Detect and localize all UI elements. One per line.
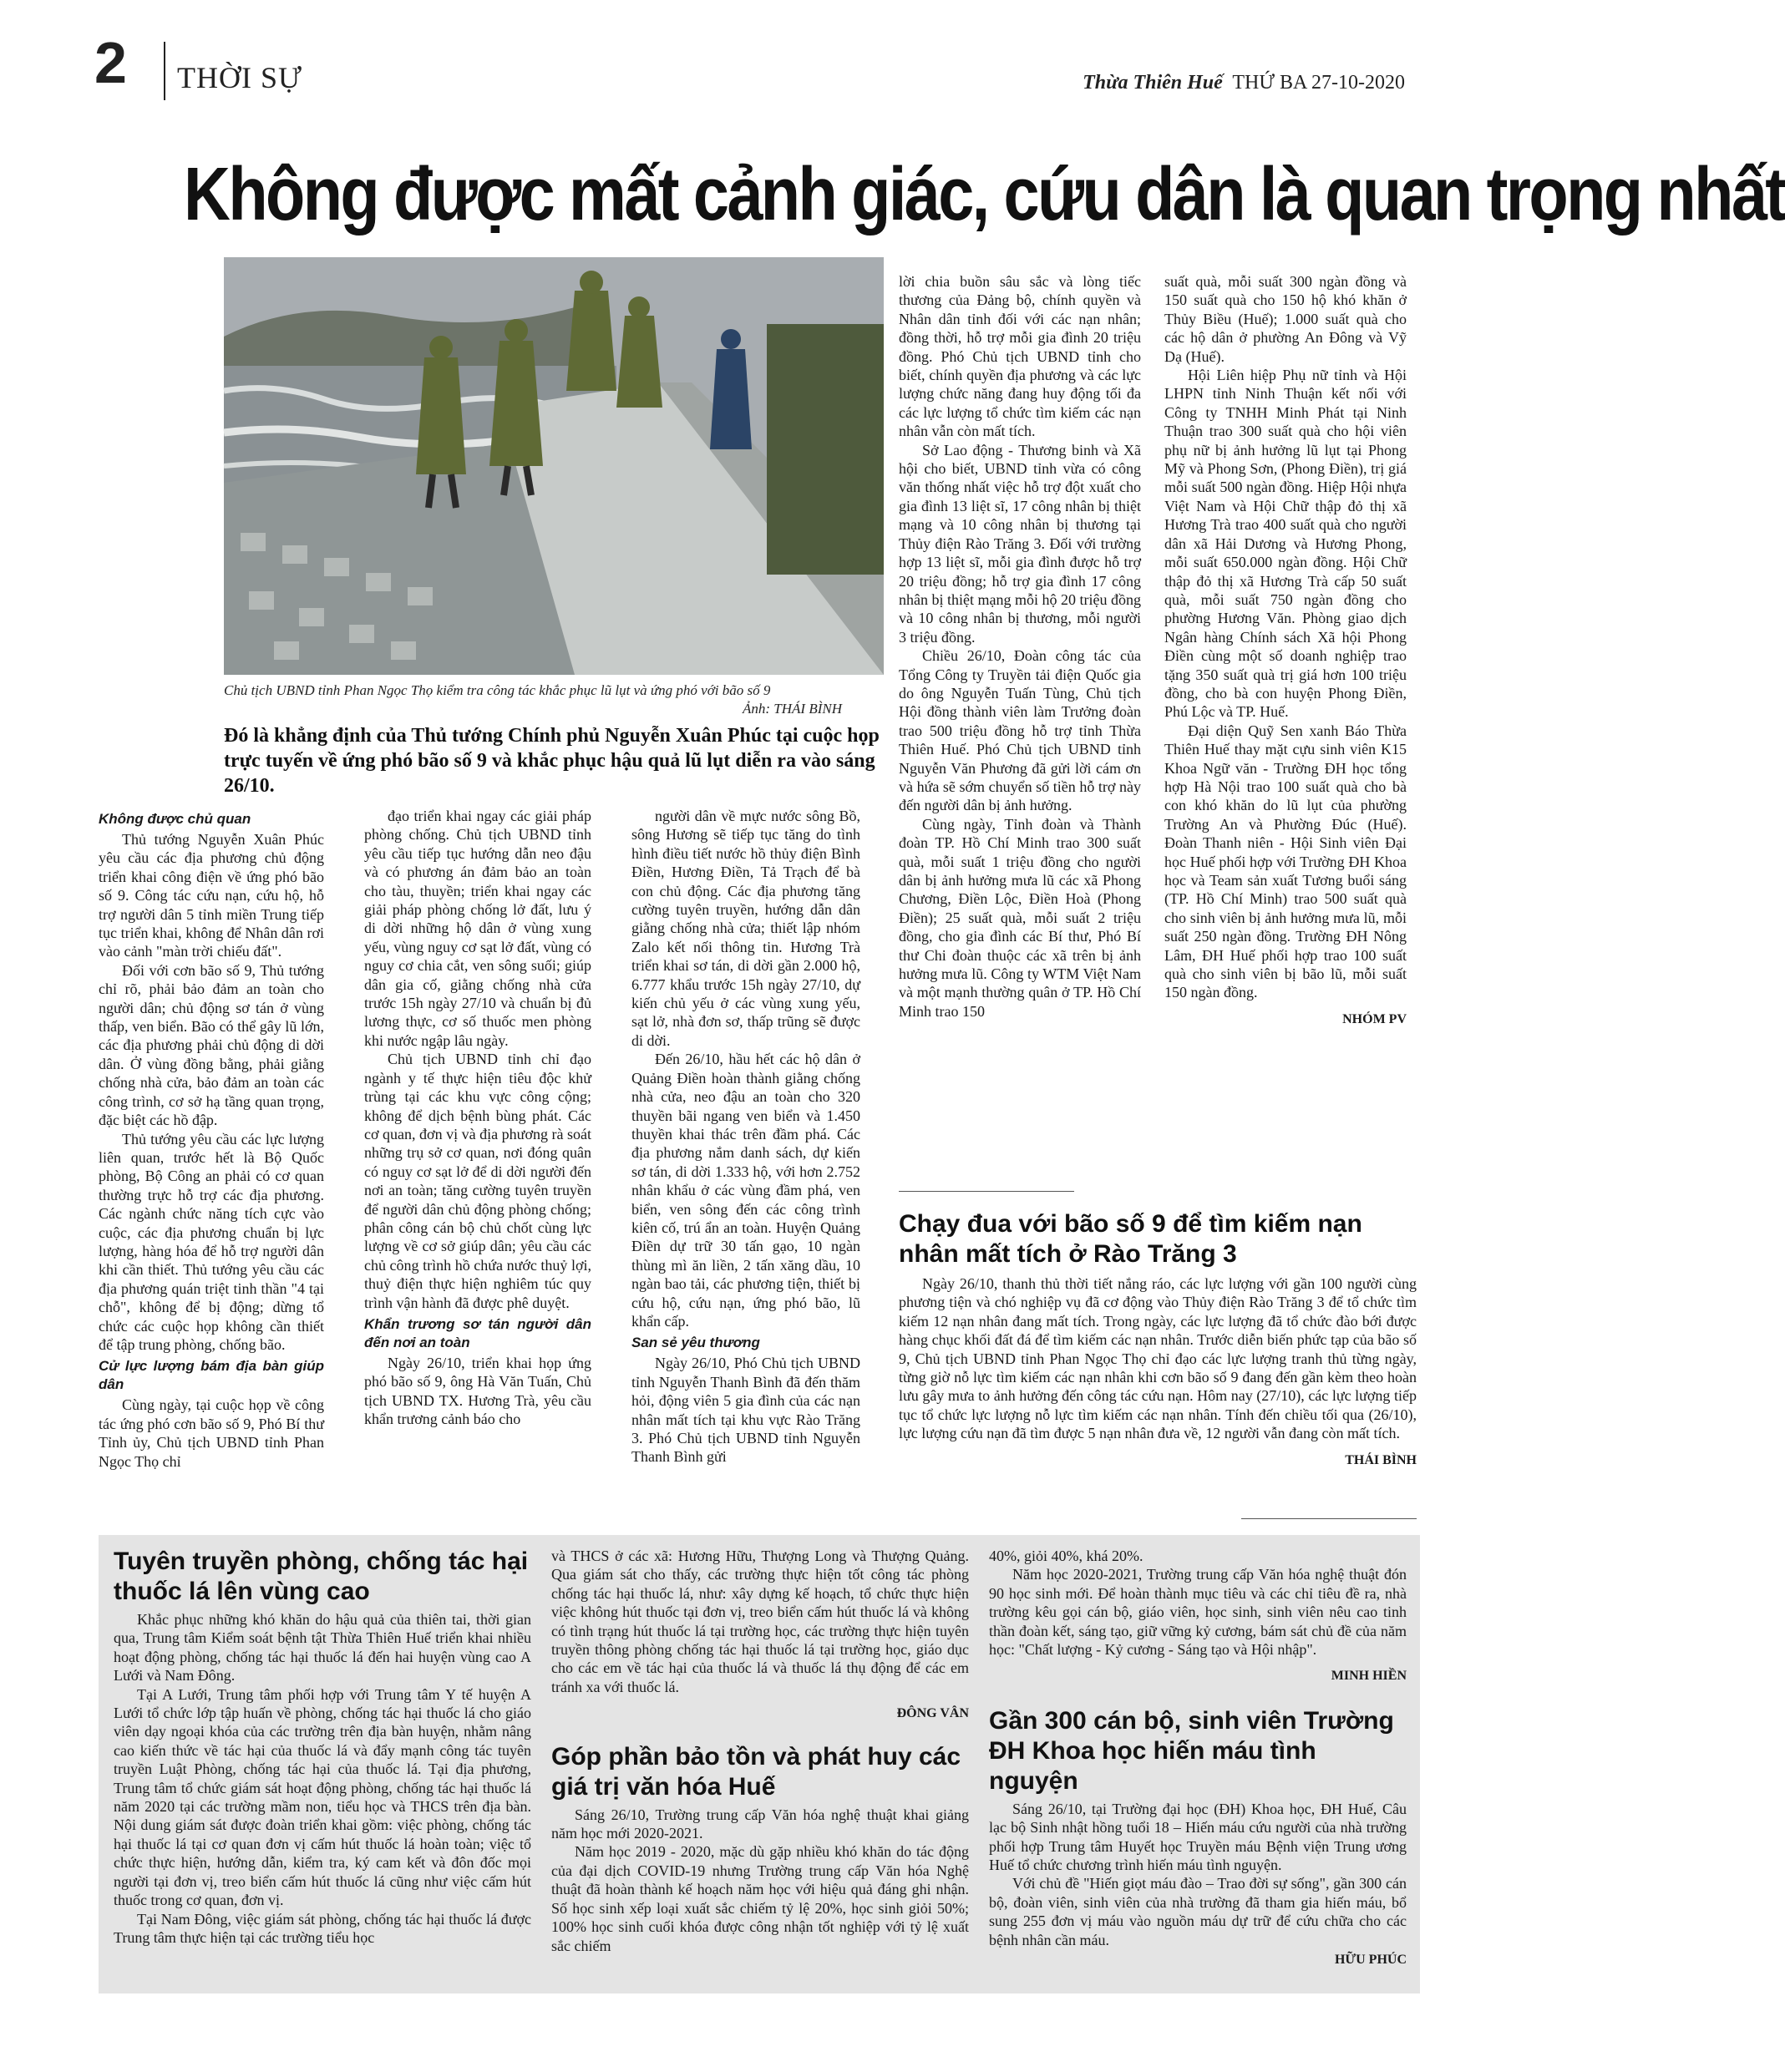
byline: MINH HIỀN [1331, 1669, 1407, 1684]
paragraph: Sở Lao động - Thương binh và Xã hội cho biết, UBND tỉnh vừa có công văn thống nhất việc hỗ trợ đột xuất cho gia đình 13 liệt sĩ, 17 công nhân bị thiệt mạng và 10 công nhân bị thương tại Thủy điện Rào Trăng 3. Đối với trường hợp 13 liệt sĩ, mỗi gia đình được hỗ trợ 20 triệu đồng; hỗ trợ gia đình 17 công nhân bị thiệt mạng mỗi hộ 20 triệu đồng và 10 công nhân bị thương, mỗi người 3 triệu đồng. [899, 441, 1141, 646]
article-column-4 [899, 272, 1141, 1021]
article-headline: Tuyên truyền phòng, chống tác hại thuốc lá lên vùng cao [114, 1548, 529, 1605]
paragraph: Tại Nam Đông, việc giám sát phòng, chống tác hại thuốc lá được Trung tâm thực hiện tại các trường tiểu học [114, 1910, 531, 1946]
issue-date: THỨ BA 27-10-2020 [1232, 72, 1405, 94]
paragraph: Năm học 2020-2021, Trường trung cấp Văn hóa nghệ thuật đón 90 học sinh mới. Để hoàn thành mục tiêu và các chỉ tiêu đề ra, nhà trường kêu gọi cán bộ, giáo viên, học sinh, sinh viên nêu cao tinh thần đoàn kết, sáng tạo, giữ vững kỷ cương, bám sát chủ đề của năm học: "Chất lượng - Kỷ cương - Sáng tạo và Hội nhập". [989, 1566, 1407, 1659]
subheading: Cử lực lượng bám địa bàn giúp dân [99, 1358, 324, 1393]
sidebar-divider [899, 1191, 1074, 1192]
paragraph: Cùng ngày, tại cuộc họp về công tác ứng phó cơn bão số 9, Phó Bí thư Tỉnh ủy, Chủ tịch UBND tỉnh Phan Ngọc Thọ chỉ [99, 1396, 324, 1470]
newspaper-name: Thừa Thiên Huế [1083, 72, 1223, 94]
paragraph: Đến 26/10, hầu hết các hộ dân ở Quảng Điền hoàn thành giằng chống nhà cửa, neo đậu an toàn cho 320 thuyền bãi ngang ven biển và 1.450 thuyền khai thác trên đầm phá. Các địa phương nắm danh sách, dự kiến sơ tán, di dời 1.333 hộ, với hơn 2.752 nhân khẩu ở các vùng đầm phá, ven biển, ven sông đến các công trình kiên cố, trú ẩn an toàn. Huyện Quảng Điền dự trữ 30 tấn gạo, 10 ngàn thùng mì ăn liền, 2 tấn xăng dầu, 10 ngàn bao tải, các phương tiện, thiết bị cứu hộ, cứu nạn, ứng phó bão, lũ khẩn cấp. [631, 1051, 860, 1330]
article-headline: Góp phần bảo tồn và phát huy các giá trị văn hóa Huế [551, 1742, 961, 1801]
paragraph: Sáng 26/10, tại Trường đại học (ĐH) Khoa học, ĐH Huế, Câu lạc bộ Sinh nhật hồng tuổi 18 – Hiến máu cứu người của nhà trường phối hợp Trung tâm Huyết học Truyền máu Bệnh viện Trung ương Huế tổ chức chương trình hiến máu tình nguyện. [989, 1800, 1407, 1874]
paragraph: Tại A Lưới, Trung tâm phối hợp với Trung tâm Y tế huyện A Lưới tổ chức lớp tập huấn về phòng, chống tác hại thuốc lá cho giáo viên dạy ngoại khóa của các trường trên địa bàn huyện, nhằm nâng cao kiến thức về tác hại của thuốc lá và đẩy mạnh công tác tuyên truyền Luật Phòng, chống tác hại của thuốc lá. Tại địa phương, Trung tâm tổ chức giám sát hoạt động phòng, chống tác hại thuốc lá năm 2020 tại các trường mầm non, tiểu học và THCS trên địa bàn. Nội dung giám sát được đoàn triển khai gồm: việc phòng, chống tác hại thuốc lá tại cơ quan đơn vị cấm hút thuốc lá hoàn toàn; việc tổ chức thực hiện, hướng dẫn, kiểm tra, ký cam kết và đôn đốc mọi người tại đơn vị, treo biển cấm hút thuốc lá cũng như việc cấm hút thuốc trong cơ quan, đơn vị. [114, 1685, 531, 1909]
paragraph: Sáng 26/10, Trường trung cấp Văn hóa nghệ thuật khai giảng năm học mới 2020-2021. [551, 1806, 969, 1842]
article-column-2 [364, 807, 591, 1429]
paragraph: Chiều 26/10, Đoàn công tác của Tổng Công ty Truyền tải điện Quốc gia do ông Nguyễn Tuấn Tùng, Chủ tịch Hội đồng thành viên làm Trưởng đoàn trao 500 triệu đồng hỗ trợ tỉnh Thừa Thiên Huế. Phó Chủ tịch UBND tỉnh Nguyễn Văn Phương đã gửi lời cám ơn và hứa sẽ sớm chuyển số tiền hỗ trợ này đến người dân bị ảnh hưởng. [899, 647, 1141, 814]
paragraph: 40%, giỏi 40%, khá 20%. [989, 1548, 1144, 1564]
bottom-column-3 [989, 1547, 1407, 1970]
article-body [989, 1800, 1407, 1970]
paragraph: Với chủ đề "Hiến giọt máu đào – Trao đời sự sống", gần 300 cán bộ, đoàn viên, sinh viên của nhà trường đã tham gia hiến máu, bổ sung 255 đơn vị máu vào nguồn máu dự trữ để cứu chữa cho các bệnh nhân cần máu. [989, 1875, 1407, 1948]
paragraph: Đối với cơn bão số 9, Thủ tướng chỉ rõ, phải bảo đảm an toàn cho người dân; chủ động sơ tán ở vùng thấp, ven biển. Bão có thể gây lũ lớn, các địa phương phải chủ động di dời dân. Ở vùng đồng bằng, phải giằng chống nhà cửa, bảo đảm an toàn các công trình, cơ sở hạ tầng quan trọng, đặc biệt các hồ đập. [99, 961, 324, 1129]
article-column-1 [99, 807, 324, 1471]
bottom-article-tobacco [114, 1547, 531, 1947]
article-body [114, 1610, 531, 1947]
photo-credit: Ảnh: THÁI BÌNH [743, 701, 842, 717]
article-column-5 [1164, 272, 1407, 1029]
paragraph: Ngày 26/10, Phó Chủ tịch UBND tỉnh Nguyễn Thanh Bình đã đến thăm hỏi, động viên 5 gia đình của các nạn nhân mất tích tại khu vực Rào Trăng 3. Phó Chủ tịch UBND tỉnh Nguyễn Thanh Bình gửi [631, 1355, 860, 1466]
header-divider [164, 42, 165, 100]
storm-inspection-illustration [224, 257, 884, 675]
paragraph: Chủ tịch UBND tỉnh chỉ đạo ngành y tế thực hiện tiêu độc khử trùng tại các khu vực công cộng; không để dịch bệnh bùng phát. Các cơ quan, đơn vị và địa phương rà soát những trụ sở cơ quan, nơi đóng quân có nguy cơ sạt lở để di dời người đến nơi an toàn; tăng cường tuyên truyền để người dân chủ động phòng chống; phân công cán bộ chủ chốt cùng lực lượng về cơ sở giúp dân; yêu cầu các chủ công trình hồ chứa nước thuỷ lợi, thuỷ điện thực hiện nghiêm túc quy trình vận hành đã được phê duyệt. [364, 1051, 591, 1311]
sidebar-body [899, 1274, 1417, 1470]
subheading: Không được chủ quan [99, 811, 251, 827]
paragraph: Ngày 26/10, thanh thủ thời tiết nắng ráo, các lực lượng với gần 100 người cùng phương tiện và chó nghiệp vụ đã cơ động vào Thủy điện Rào Trăng 3 để tổ chức tìm kiếm 12 nạn nhân đang mất tích. Trong ngày, các lực lượng đã tổ chức đào bới được hàng chục khối đất đá để tìm kiếm các nạn nhân. Trước diễn biến phức tạp của bão số 9, Chủ tịch UBND tỉnh Phan Ngọc Thọ chỉ đạo các lực lượng tranh thủ từng ngày, từng giờ nỗ lực tìm kiếm các nạn nhân khi cơn bão số 9 đang đến gần kèm theo hoàn lưu gây mưa to ảnh hưởng đến công tác cứu nạn. Hôm nay (27/10), các lực lượng tiếp tục tổ chức lực lượng nỗ lực tìm kiếm các nạn nhân. Tính đến chiều tối qua (26/10), lực lượng cứu nạn đã tìm được 5 nạn nhân đưa về, 12 người vẫn đang còn mất tích. [899, 1275, 1417, 1442]
paragraph: và THCS ở các xã: Hương Hữu, Thượng Long và Thượng Quảng. Qua giám sát cho thấy, các trường thực hiện tốt công tác phòng chống tác hại thuốc lá, như: xây dựng kế hoạch, tổ chức thực hiện việc không hút thuốc tại đơn vị, treo biển cấm hút thuốc lá và không có tình trạng hút thuốc lá tại trường học, các trường thực hiện tuyên truyền thông phòng chống tác hại thuốc lá tại trường học, giáo dục cho các em về tác hại của thuốc lá và thuốc lá thụ động để các em tránh xa với thuốc lá. [551, 1548, 969, 1695]
section-name: THỜI SỰ [177, 61, 302, 94]
paragraph: Đại diện Quỹ Sen xanh Báo Thừa Thiên Huế thay mặt cựu sinh viên K15 Khoa Ngữ văn - Trường ĐH học tổng hợp Hà Nội trao 100 suất quà cho bà con khó khăn do lũ lụt của phường Trường An và Phường Đúc (Huế). Đoàn Thanh niên - Hội Sinh viên Đại học Huế phối hợp với Trường ĐH Khoa học và Team sản xuất Tương buổi sáng (TP. Hồ Chí Minh) trao 500 suất quà cho sinh viên bị ảnh hưởng mưa lũ, mỗi suất 250 ngàn đồng. Trường ĐH Nông Lâm, ĐH Huế phối hợp trao 100 suất quà cho sinh viên bị bão lũ, mỗi suất 150 ngàn đồng. [1164, 722, 1407, 1001]
paragraph: Cùng ngày, Tỉnh đoàn và Thành đoàn TP. Hồ Chí Minh trao 300 suất quà, mỗi suất 1 triệu đồng cho người dân bị ảnh hưởng mưa lũ các xã Phong Chương, Điền Lộc, Điền Hoà (Phong Điền); 25 suất quà, mỗi suất 2 triệu đồng, cho gia đình các Bí thư, Phó Bí thư Chi đoàn thuộc các xã trên bị ảnh hưởng mưa lũ. Công ty WTM Việt Nam và một mạnh thường quân ở TP. Hồ Chí Minh trao 150 [899, 815, 1141, 1020]
paragraph: Thủ tướng yêu cầu các lực lượng liên quan, trước hết là Bộ Quốc phòng, Bộ Công an phải có cơ quan thường trực hỗ trợ các địa phương. Các ngành chức năng tích cực vào cuộc, các địa phương chuẩn bị lực lượng, hàng hóa để hỗ trợ người dân khi cần thiết. Thủ tướng yêu cầu các địa phương quán triệt tinh thần "4 tại chỗ", không để bị động; dừng tổ chức các cuộc họp không cần thiết để tập trung phòng, chống bão. [99, 1130, 324, 1353]
byline: THÁI BÌNH [1345, 1452, 1417, 1467]
paragraph: Khắc phục những khó khăn do hậu quả của thiên tai, thời gian qua, Trung tâm Kiểm soát bệnh tật Thừa Thiên Huế triển khai nhiều hoạt động phòng, chống tác hại thuốc lá đến hai huyện vùng cao A Lưới và Nam Đông. [114, 1611, 531, 1684]
paragraph: Hội Liên hiệp Phụ nữ tỉnh và Hội LHPN tỉnh Ninh Thuận kết nối với Công ty TNHH Minh Phát tại Ninh Thuận trao 300 suất quà cho hội viên phụ nữ bị ảnh hưởng lũ lụt tại Phong Mỹ và Phong Sơn, (Phong Điền), trị giá mỗi suất 500 ngàn đồng. Hiệp Hội nhựa Việt Nam và Hội Chữ thập đỏ thị xã Hương Trà trao 400 suất quà cho người dân xã Hải Dương và Hương Phong, mỗi suất 650.000 ngàn đồng. Hội Chữ thập đỏ thị xã Hương Trà cấp 50 suất quà, mỗi suất 750 ngàn đồng cho phường Hương Văn. Phòng giao dịch Ngân hàng Chính sách Xã hội Phong Điền cùng một số doanh nghiệp trao tặng 350 suất quà trị giá hơn 100 triệu đồng, cho bà con huyện Phong Điền, Phú Lộc và TP. Huế. [1164, 367, 1407, 721]
sidebar-end-rule [1241, 1518, 1417, 1519]
paragraph: lời chia buồn sâu sắc và lòng tiếc thương của Đảng bộ, chính quyền và Nhân dân tỉnh đối với các nạn nhân; đồng thời, hỗ trợ mỗi gia đình 20 triệu đồng. Phó Chủ tịch UBND tỉnh cho biết, chính quyền địa phương và các lực lượng chức năng đang huy động tối đa các lực lượng tổ chức tìm kiếm các nạn nhân vẫn còn mất tích. [899, 273, 1141, 440]
byline: NHÓM PV [1342, 1011, 1407, 1026]
caption-text: Chủ tịch UBND tỉnh Phan Ngọc Thọ kiểm tra công tác khắc phục lũ lụt và ứng phó với bão số 9 [224, 682, 771, 698]
byline: HỮU PHÚC [1334, 1953, 1407, 1968]
article-body [551, 1547, 969, 1724]
subheading: Khẩn trương sơ tán người dân đến nơi an toàn [364, 1315, 591, 1350]
paragraph: Thủ tướng Nguyễn Xuân Phúc yêu cầu các địa phương chủ động triển khai công điện về ứng phó bão số 9. Công tác cứu nạn, cứu hộ, hỗ trợ người dân 5 tỉnh miền Trung tiếp tục triển khai, không để Nhân dân rơi vào cảnh "màn trời chiếu đất". [99, 831, 324, 960]
paragraph: đạo triển khai ngay các giải pháp phòng chống. Chủ tịch UBND tỉnh yêu cầu tiếp tục hướng dẫn neo đậu và có phương án đảm bảo an toàn cho tàu, thuyền; triển khai ngay các giải pháp phòng chống lở đất, lưu ý di dời những hộ dân ở vùng xung yếu, vùng nguy cơ sạt lở đất, vùng có nguy cơ chia cắt, ven sông suối; giúp dân gia cố, giằng chống nhà cửa trước 15h ngày 27/10 và chuẩn bị đủ lương thực, cơ số thuốc men phòng khi nước ngập lâu ngày. [364, 808, 591, 1049]
sidebar-article [899, 1209, 1417, 1470]
article-lead: Đó là khẳng định của Thủ tướng Chính phủ Nguyễn Xuân Phúc tại cuộc họp trực tuyến về ứng phó bão số 9 và khắc phục hậu quả lũ lụt diễn ra vào sáng 26/10. [224, 725, 880, 797]
main-headline: Không được mất cảnh giác, cứu dân là quan trọng nhất [184, 153, 1785, 236]
masthead [1083, 72, 1405, 94]
bottom-column-2 [551, 1547, 969, 1955]
article-headline: Gần 300 cán bộ, sinh viên Trường ĐH Khoa học hiến máu tình nguyện [989, 1706, 1394, 1795]
byline: ĐÔNG VÂN [896, 1706, 969, 1721]
article-body [551, 1806, 969, 1955]
page-number: 2 [94, 30, 127, 95]
article-body [989, 1547, 1407, 1686]
paragraph: người dân về mực nước sông Bồ, sông Hương sẽ tiếp tục tăng do tình hình điều tiết nước hồ thủy điện Bình Điền, Hương Điền, Tả Trạch để bà con chủ động. Các địa phương tăng cường tuyên truyền, hướng dẫn dân giằng chống nhà cửa; thiết lập nhóm Zalo kết nối thông tin. Hương Trà triển khai sơ tán, di dời gần 2.000 hộ, 6.777 khẩu trước 15h ngày 27/10, dự kiến chủ yếu ở các vùng xung yếu, sạt lở, nhà đơn sơ, thấp trũng sẽ được di dời. [631, 808, 860, 1049]
paragraph: Ngày 26/10, triển khai họp ứng phó bão số 9, ông Hà Văn Tuấn, Chủ tịch UBND TX. Hương Trà, yêu cầu khẩn trương cảnh báo cho [364, 1354, 591, 1428]
subheading: San sẻ yêu thương [631, 1335, 760, 1351]
sidebar-headline: Chạy đua với bão số 9 để tìm kiếm nạn nhân mất tích ở Rào Trăng 3 [899, 1210, 1362, 1268]
article-column-3 [631, 807, 860, 1467]
photo-caption [224, 681, 892, 718]
paragraph: Năm học 2019 - 2020, mặc dù gặp nhiều khó khăn do tác động của đại dịch COVID-19 nhưng Trường trung cấp Văn hóa Nghệ thuật đã hoàn thành kế hoạch năm học với hiệu quả đáng ghi nhận. Số học sinh xếp loại xuất sắc chiếm tỷ lệ 20%, học sinh giỏi 50%; 100% học sinh cuối khóa được công nhận tốt nghiệp với tỷ lệ xuất sắc chiếm [551, 1843, 969, 1954]
paragraph: suất quà, mỗi suất 300 ngàn đồng và 150 suất quà cho 150 hộ khó khăn ở Thủy Biều (Huế); 1.000 suất quà cho các hộ dân ở phường An Đông và Vỹ Dạ (Huế). [1164, 273, 1407, 365]
news-photo [224, 257, 884, 675]
